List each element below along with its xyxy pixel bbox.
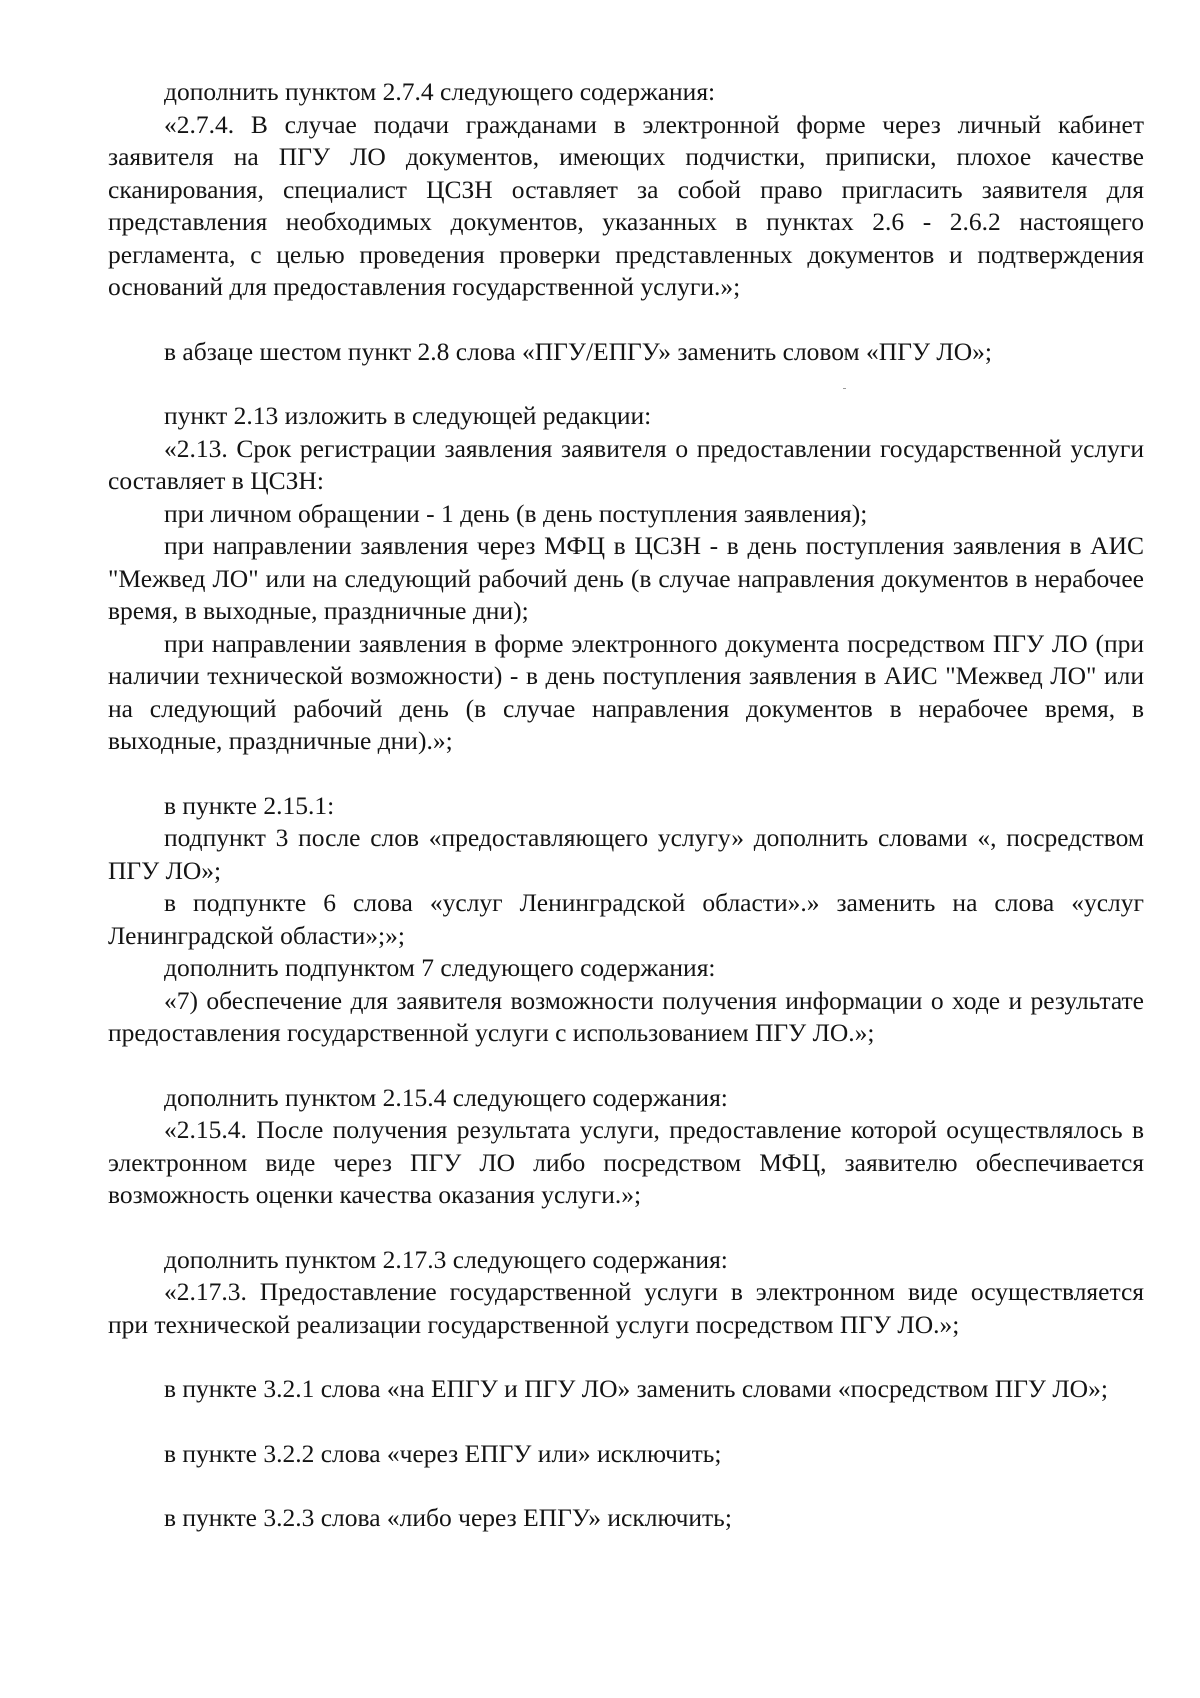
paragraph-spacer (108, 1406, 1144, 1438)
paragraph: «2.13. Срок регистрации заявления заявителя о предоставлении государственной услуги составляет в ЦСЗН: (108, 433, 1144, 495)
paragraph: «2.17.3. Предоставление государственной услуги в электронном виде осуществляется при технической реализации государственной услуги посредством ПГУ ЛО.»; (108, 1277, 1144, 1339)
paragraph: при направлении заявления в форме электронного документа посредством ПГУ ЛО (при наличии технической возможности) - в день поступления заявления в АИС "Межвед ЛО" или на следующий рабочий день (в случае направления документов в нерабочее время, в выходные, праздничные дни).»; (108, 628, 1144, 755)
paragraph: при личном обращении - 1 день (в день поступления заявления); (164, 498, 868, 528)
paragraph: «2.15.4. После получения результата услуги, предоставление которой осуществлялось в электронном виде через ПГУ ЛО либо посредством МФЦ, заявителю обеспечивается возможность оценки качества оказания услуги.»; (108, 1115, 1144, 1209)
document-body (108, 76, 1144, 1535)
paragraph-spacer (108, 368, 1144, 400)
paragraph: в пункте 2.15.1: (164, 790, 335, 820)
paragraph-spacer (108, 1212, 1144, 1244)
paragraph: подпункт 3 после слов «предоставляющего услугу» дополнить словами «, посредством ПГУ ЛО»; (108, 823, 1144, 885)
paragraph: пункт 2.13 изложить в следующей редакции: (164, 401, 652, 430)
paragraph: в подпункте 6 слова «услуг Ленинградской области».» заменить на слова «услуг Ленинградской области»;»; (108, 888, 1144, 950)
paragraph: дополнить пунктом 2.7.4 следующего содержания: (164, 77, 716, 106)
scan-speck (843, 388, 846, 389)
paragraph: «2.7.4. В случае подачи гражданами в электронной форме через личный кабинет заявителя на ПГУ ЛО документов, имеющих подчистки, приписки, плохое качестве сканирования, специалист ЦСЗН оставляет за собой право пригласить заявителя для представления необходимых документов, указанных в пунктах 2.6 - 2.6.2 настоящего регламента, с целью проведения проверки представленных документов и подтверждения оснований для предоставления государственной услуги.»; (108, 109, 1144, 301)
paragraph: дополнить пунктом 2.15.4 следующего содержания: (164, 1082, 728, 1112)
paragraph-spacer (108, 304, 1144, 336)
paragraph-spacer (108, 758, 1144, 790)
paragraph: «7) обеспечение для заявителя возможности получения информации о ходе и результате предоставления государственной услуги с использованием ПГУ ЛО.»; (108, 985, 1144, 1047)
paragraph-spacer (108, 1050, 1144, 1082)
paragraph: при направлении заявления через МФЦ в ЦСЗН - в день поступления заявления в АИС "Межвед ЛО" или на следующий рабочий день (в случае направления документов в нерабочее время, в выходные, праздничные дни); (108, 531, 1144, 625)
paragraph-spacer (108, 1470, 1144, 1502)
paragraph: в пункте 3.2.2 слова «через ЕПГУ или» исключить; (164, 1438, 722, 1468)
paragraph: в пункте 3.2.1 слова «на ЕПГУ и ПГУ ЛО» заменить словами «посредством ПГУ ЛО»; (164, 1374, 1108, 1403)
paragraph: в абзаце шестом пункт 2.8 слова «ПГУ/ЕПГУ» заменить словом «ПГУ ЛО»; (164, 336, 992, 366)
paragraph: дополнить пунктом 2.17.3 следующего содержания: (164, 1244, 728, 1274)
paragraph: дополнить подпунктом 7 следующего содержания: (164, 953, 716, 982)
paragraph: в пункте 3.2.3 слова «либо через ЕПГУ» исключить; (164, 1503, 732, 1532)
paragraph-spacer (108, 1341, 1144, 1373)
